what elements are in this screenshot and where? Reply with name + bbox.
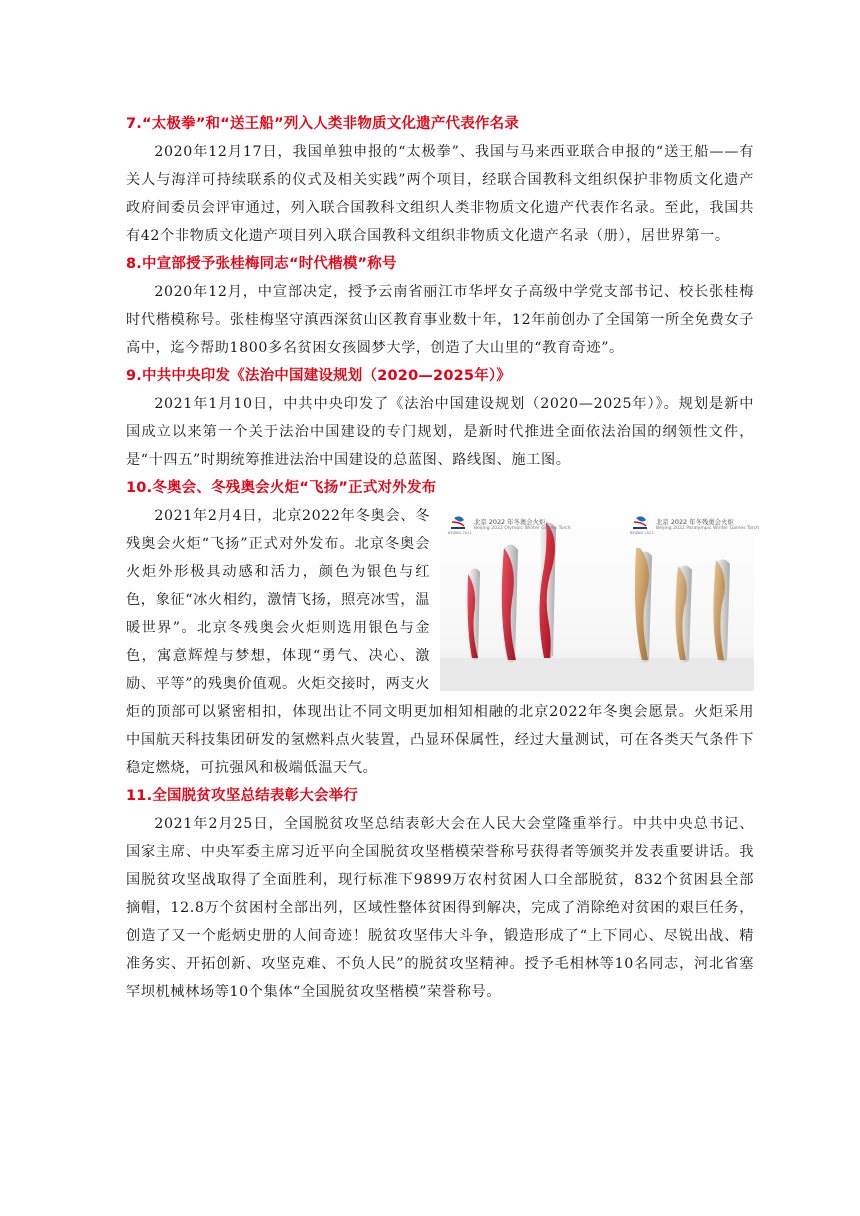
section-10-wrap: [126, 502, 760, 782]
olympic-torch-caption-en: Beijing 2022 Olympic Winter Games Torch: [474, 526, 571, 531]
figure-floor: [440, 658, 754, 691]
torch-illustration: [440, 508, 754, 691]
section-7-heading: 7.“太极拳”和“送王船”列入人类非物质文化遗产代表作名录: [126, 116, 520, 132]
paralympic-torch-caption-en: Beijing 2022 Paralympic Winter Games Torch: [656, 526, 760, 531]
olympic-torch-caption: 北京 2022 年冬奥会火炬: [474, 518, 546, 526]
section-10-body: 2021年2月4日，北京2022年冬奥会、冬残奥会火炬“飞扬”正式对外发布。北京冬奥会火炬外形极具动感和活力，颜色为银色与红色，象征“冰火相约，激情飞扬，照亮冰雪，温暖世界”。北京冬残奥会火炬则选用银色与金色，寓意辉煌与梦想，体现“勇气、决心、激励、平等”的残奥价值观。火炬交接时，两支火炬的顶部可以紧密相扣，体现出让不同文明更加相知相融的北京2022年冬奥会愿景。火炬采用中国航天科技集团研发的氢燃料点火装置，凸显环保属性，经过大量测试，可在各类天气条件下稳定燃烧，可抗强风和极端低温天气。: [126, 508, 754, 776]
paralympic-logo-text: BEIJING 2022: [630, 531, 654, 535]
section-7-body: 2020年12月17日，我国单独申报的“太极拳”、我国与马来西亚联合申报的“送王船——有关人与海洋可持续联系的仪式及相关实践”两个项目，经联合国教科文组织保护非物质文化遗产政府间委员会评审通过，列入联合国教科文组织人类非物质文化遗产代表作名录。至此，我国共有42个非物质文化遗产项目列入联合国教科文组织非物质文化遗产名录（册），居世界第一。: [126, 144, 754, 244]
section-9-heading: 9.中共中央印发《法治中国建设规划（2020—2025年）》: [126, 368, 512, 384]
torch-figure: [440, 508, 760, 691]
olympic-logo-text: BEIJING 2022: [448, 531, 472, 535]
section-9-body: 2021年1月10日，中共中央印发了《法治中国建设规划（2020—2025年）》。规划是新中国成立以来第一个关于法治中国建设的专门规划，是新时代推进全面依法治国的纲领性文件，是“十四五”时期统筹推进法治中国建设的总蓝图、路线图、施工图。: [126, 396, 754, 468]
section-8-body: 2020年12月，中宣部决定，授予云南省丽江市华坪女子高级中学党支部书记、校长张桂梅时代楷模称号。张桂梅坚守滇西深贫山区教育事业数十年，12年前创办了全国第一所全免费女子高中，迄今帮助1800多名贫困女孩圆梦大学，创造了大山里的“教育奇迹”。: [126, 284, 754, 356]
section-11-body: 2021年2月25日，全国脱贫攻坚总结表彰大会在人民大会堂隆重举行。中共中央总书记、国家主席、中央军委主席习近平向全国脱贫攻坚楷模荣誉称号获得者等颁奖并发表重要讲话。我国脱贫攻坚战取得了全面胜利，现行标准下9899万农村贫困人口全部脱贫，832个贫困县全部摘帽，12.8万个贫困村全部出列，区域性整体贫困得到解决，完成了消除绝对贫困的艰巨任务，创造了又一个彪炳史册的人间奇迹！脱贫攻坚伟大斗争，锻造形成了“上下同心、尽锐出战、精准务实、开拓创新、攻坚克难、不负人民”的脱贫攻坚精神。授予毛相林等10名同志，河北省塞罕坝机械林场等10个集体“全国脱贫攻坚楷模”荣誉称号。: [126, 816, 754, 1000]
paralympic-torch-caption: 北京 2022 年冬残奥会火炬: [656, 518, 734, 526]
document-content: [126, 110, 760, 1006]
section-8-heading: 8.中宣部授予张桂梅同志“时代楷模”称号: [126, 256, 397, 272]
section-11-heading: 11.全国脱贫攻坚总结表彰大会举行: [126, 788, 359, 804]
section-10-heading: 10.冬奥会、冬残奥会火炬“飞扬”正式对外发布: [126, 480, 437, 496]
